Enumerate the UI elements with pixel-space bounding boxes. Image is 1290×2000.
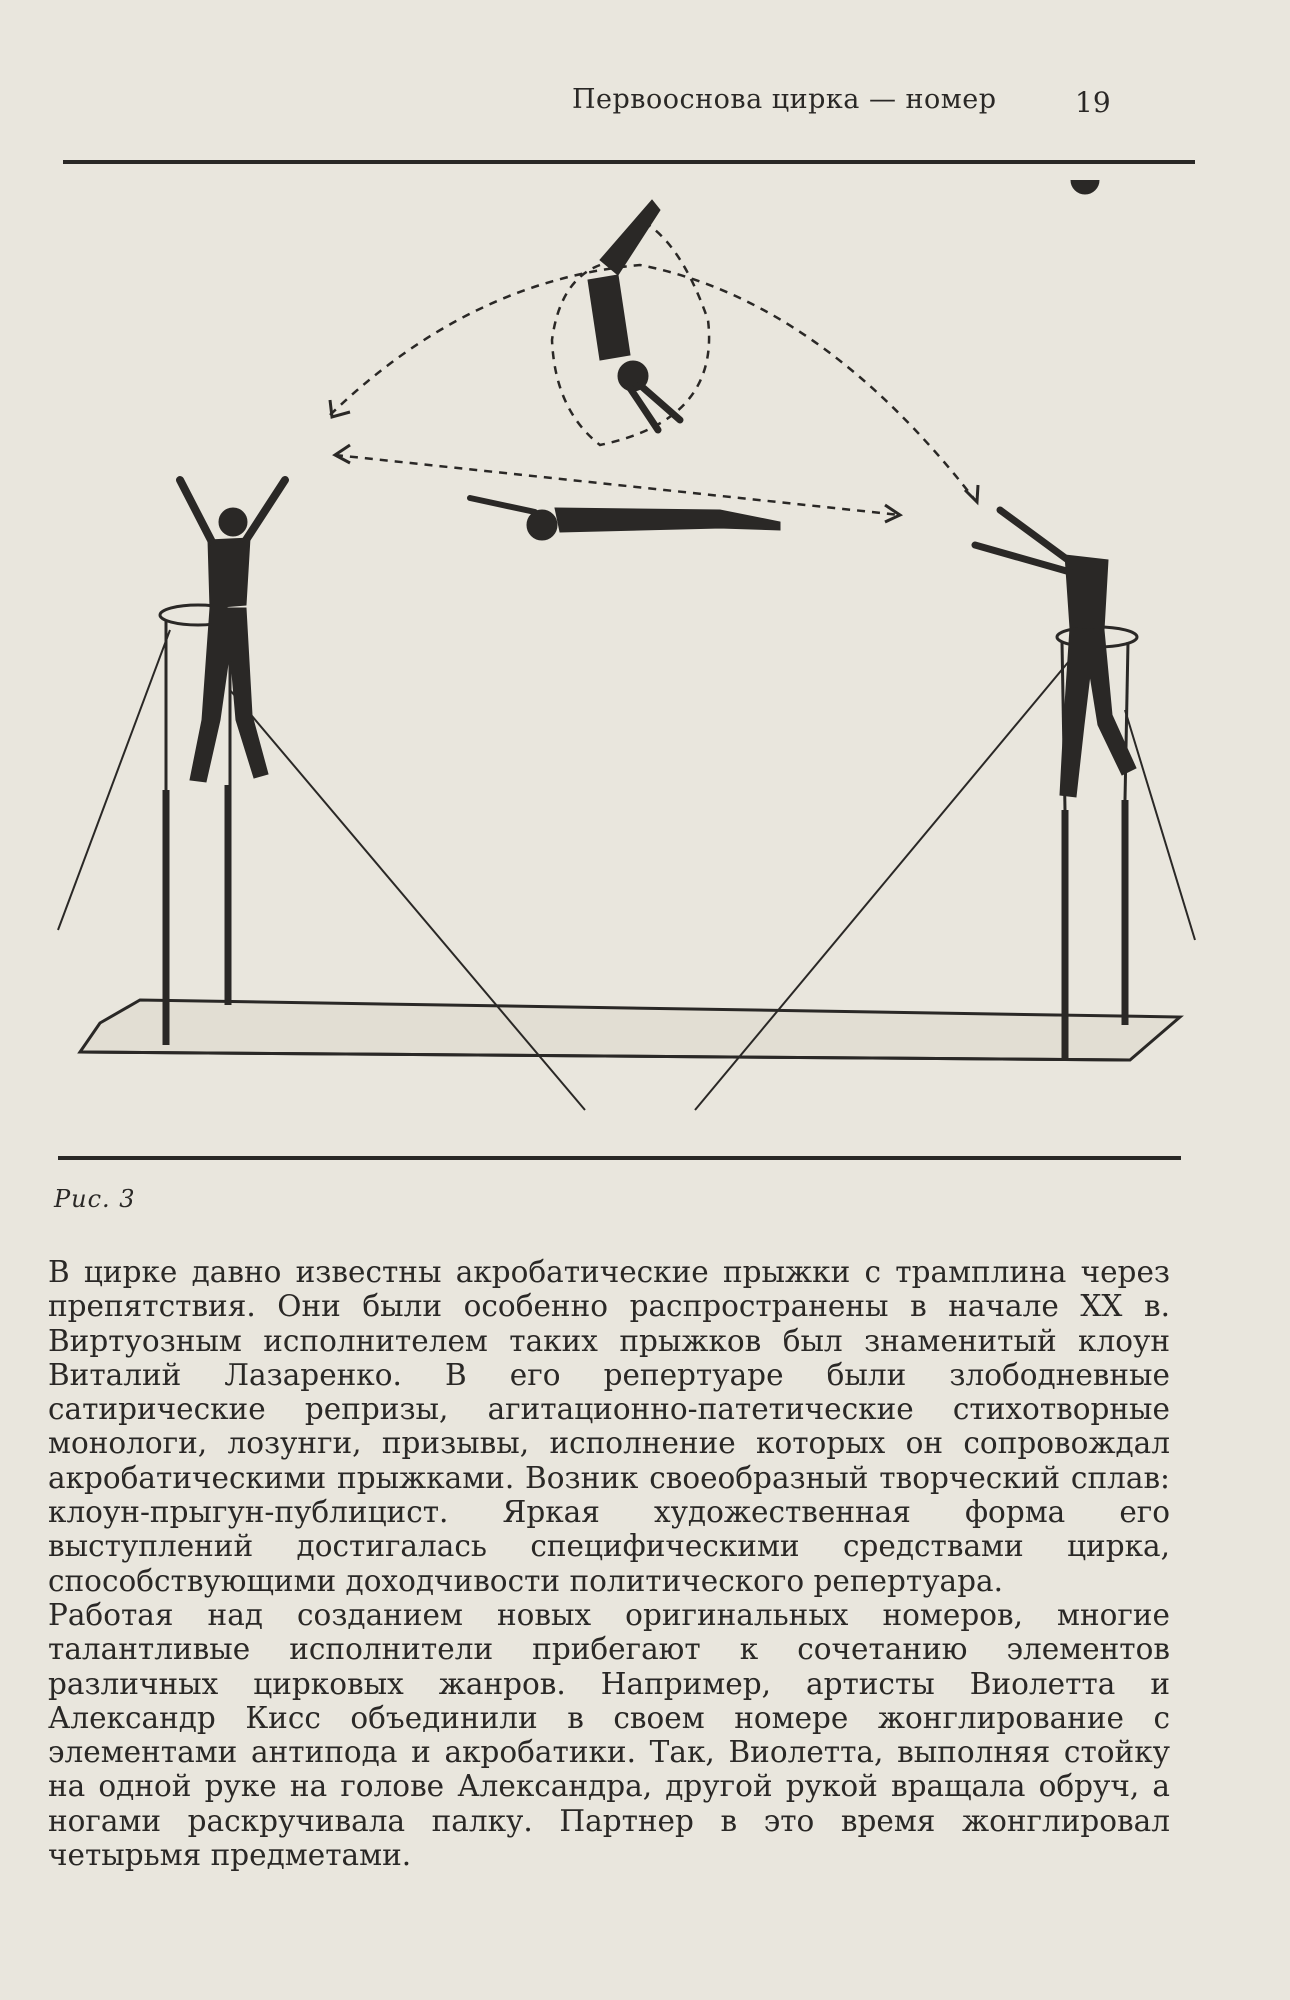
acrobatic-stilts-illustration <box>40 180 1240 1140</box>
paragraph: В цирке давно известны акробатические прыжки с трамплина через препятствия. Они были особенно распространены в начале XX в. Виртуозным исполнителем таких прыжков был знаменитый клоун Виталий Лазаренко. В его репертуаре были злободневные сатирические репризы, агитационно-патетические стихотворные монологи, лозунги, призывы, исполнение которых он сопровождал акробатическими прыжками. Возник своеобразный творческий сплав: клоун-прыгун-публицист. Яркая художественная форма его выступлений достигалась специфическими средствами цирка, способствующими доходчивости политического репертуара. <box>48 1255 1170 1598</box>
running-head-title: Первооснова цирка — номер <box>572 84 997 115</box>
page-number: 19 <box>1075 86 1111 119</box>
trajectory-lines <box>330 220 975 515</box>
figure-rule <box>58 1156 1181 1160</box>
paragraph: Работая над созданием новых оригинальных номеров, многие талантливые исполнители прибегают к сочетанию элементов различных цирковых жанров. Например, артисты Виолетта и Александр Кисс объединили в своем номере жонглирование с элементами антипода и акробатики. Так, Виолетта, выполняя стойку на одной руке на голове Александра, другой рукой вращала обруч, а ногами раскручивала палку. Партнер в это время жонглировал четырьмя предметами. <box>48 1597 1170 1873</box>
flying-acrobat-dive <box>588 200 680 430</box>
floor-mat <box>80 1000 1180 1060</box>
flying-acrobat-horizontal <box>470 498 780 540</box>
right-acrobat <box>975 180 1136 797</box>
body-text <box>48 1255 1170 1872</box>
figure-caption: Рис. 3 <box>54 1185 136 1213</box>
header-rule <box>63 160 1195 164</box>
